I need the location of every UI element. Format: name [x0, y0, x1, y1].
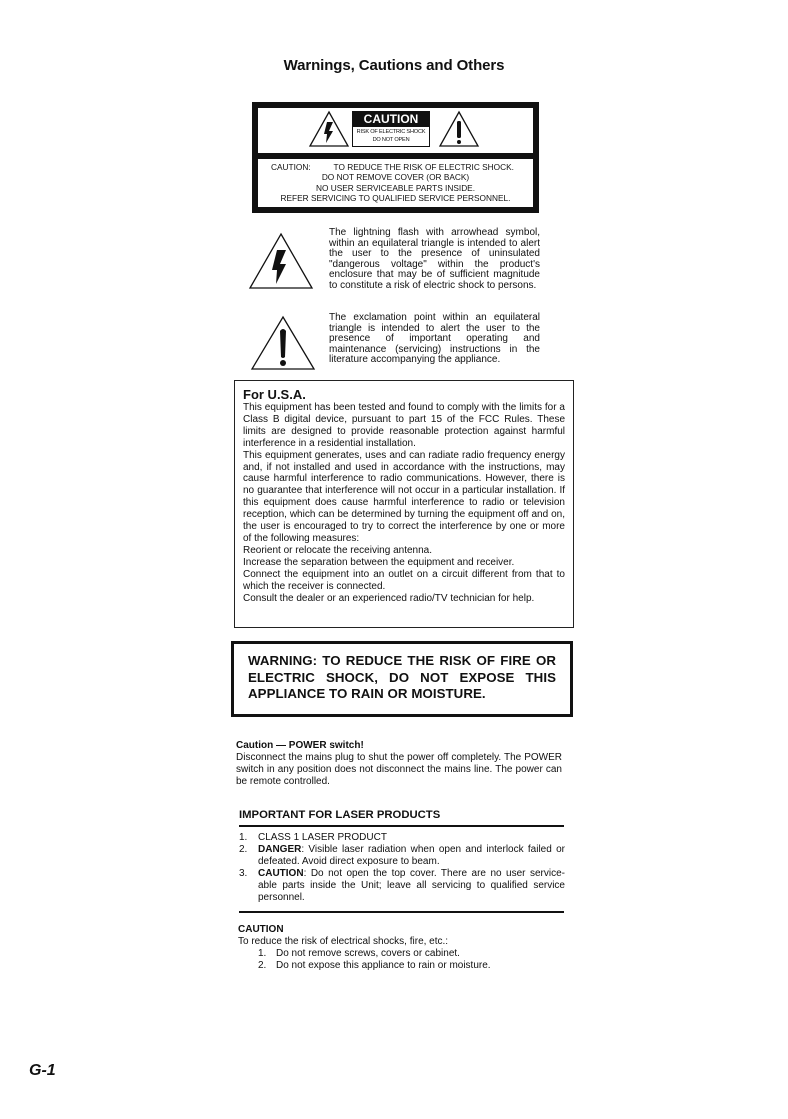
caution-text-line3: NO USER SERVICEABLE PARTS INSIDE. [315, 182, 476, 193]
power-switch-caution [236, 740, 562, 788]
general-caution [238, 924, 568, 972]
list-item-bold: CAUTION [258, 868, 304, 879]
symbol-text-exclamation: The exclamation point within an equilateral triangle is intended to alert the user to the presence of important operating and maintenance (servicing) instructions in the literature accompanying the appliance. [329, 312, 540, 366]
lightning-triangle-icon [308, 110, 350, 148]
power-caution-body: Disconnect the mains plug to shut the power off completely. The POWER switch in any position does not disconnect the mains line. The power can be remote controlled. [236, 752, 562, 787]
fcc-paragraph: Reorient or relocate the receiving antenna. [243, 544, 433, 556]
exclamation-triangle-icon [250, 315, 316, 371]
power-caution-title: Caution — POWER switch! [236, 740, 364, 751]
laser-section-title: IMPORTANT FOR LASER PRODUCTS [239, 809, 441, 821]
fcc-notice-box [234, 380, 574, 628]
caution-label-sub1: RISK OF ELECTRIC SHOCK [356, 129, 426, 135]
fcc-paragraph: Connect the equipment into an outlet on a circuit different from that to which the receiver is connected. [243, 568, 565, 592]
general-caution-list [258, 948, 568, 972]
warning-text: WARNING: TO REDUCE THE RISK OF FIRE OR ELECTRIC SHOCK, DO NOT EXPOSE THIS APPLIANCE TO RAIN OR MOISTURE. [248, 653, 556, 701]
list-item [239, 844, 565, 868]
fcc-heading: For U.S.A. [243, 387, 306, 402]
list-item-bold: DANGER [258, 844, 302, 855]
divider [239, 825, 564, 827]
list-item-text: Do not remove screws, covers or cabinet. [276, 948, 460, 959]
warning-box [231, 641, 573, 717]
list-item [258, 960, 568, 972]
symbol-text-lightning: The lightning flash with arrowhead symbol, within an equilateral triangle is intended to alert the user to the presence of uninsulated "dangerous voltage" within the product's enclosure that may be of sufficient magnitude to constitute a risk of electric shock to persons. [329, 227, 540, 291]
list-item-text: : Visible laser radiation when open and interlock failed or defeated. Avoid direct exposure to beam. [258, 844, 565, 867]
list-item-number: 1. [239, 832, 248, 843]
exclamation-triangle-icon [438, 110, 480, 148]
list-item-number: 2. [239, 844, 248, 855]
caution-text-line4: REFER SERVICING TO QUALIFIED SERVICE PERSONNEL. [280, 193, 511, 204]
fcc-paragraph: This equipment has been tested and found to comply with the limits for a Class B digital device, pursuant to part 15 of the FCC Rules. These limits are designed to provide reasonable protection against harmful interference in a residential installation. [243, 402, 565, 449]
caution-label-heading: CAUTION [353, 112, 429, 127]
list-item [258, 948, 568, 960]
list-item-number: 3. [239, 868, 248, 879]
list-item-text: CLASS 1 LASER PRODUCT [258, 832, 387, 843]
symbol-explanation-exclamation [248, 313, 540, 373]
laser-list [239, 832, 565, 904]
list-item-number: 2. [258, 960, 267, 971]
list-item [239, 832, 565, 844]
caution-label-box [252, 102, 539, 213]
fcc-paragraph: Increase the separation between the equipment and receiver. [243, 556, 515, 568]
caution-text-line2: DO NOT REMOVE COVER (OR BACK) [321, 172, 470, 183]
page-number: G-1 [29, 1062, 56, 1079]
lightning-triangle-icon [248, 232, 314, 290]
caution-label-text [258, 159, 533, 207]
divider [239, 911, 564, 913]
page-title: Warnings, Cautions and Others [283, 57, 505, 74]
list-item-text: : Do not open the top cover. There are no user service-able parts inside the Unit; leave all servicing to qualified service personnel. [258, 868, 565, 903]
caution-label-top [258, 108, 533, 153]
general-caution-title: CAUTION [238, 924, 284, 935]
list-item-number: 1. [258, 948, 267, 959]
caution-text-line1: CAUTION: TO REDUCE THE RISK OF ELECTRIC SHOCK. [271, 162, 514, 172]
caution-label-sub2: DO NOT OPEN [372, 137, 410, 143]
list-item [239, 868, 565, 904]
fcc-paragraph: Consult the dealer or an experienced radio/TV technician for help. [243, 592, 535, 604]
list-item-text: Do not expose this appliance to rain or moisture. [276, 960, 491, 971]
symbol-explanation-lightning [248, 228, 540, 308]
caution-label [352, 111, 430, 147]
general-caution-intro: To reduce the risk of electrical shocks, fire, etc.: [238, 936, 449, 947]
fcc-paragraph: This equipment generates, uses and can radiate radio frequency energy and, if not installed and used in accordance with the instructions, may cause harmful interference to radio communications. However, there is no guarantee that interference will not occur in a particular installation. If this equipment does cause harmful interference to radio or television reception, which can be determined by turning the equipment off and on, the user is encouraged to try to correct the interference by one or more of the following measures: [243, 449, 565, 544]
